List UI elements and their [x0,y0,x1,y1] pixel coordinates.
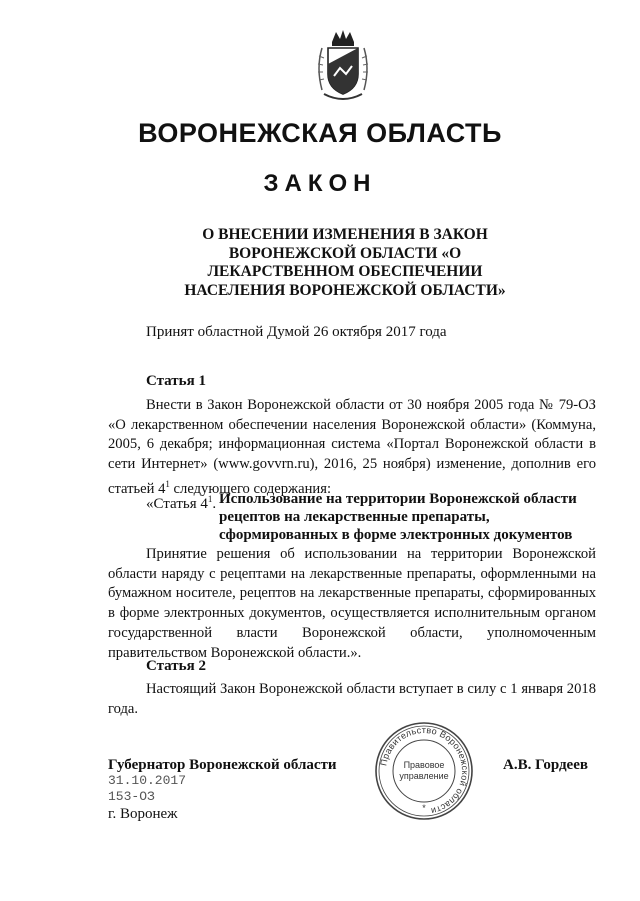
article-1-heading: Статья 1 [146,373,206,389]
law-title-line: ЛЕКАРСТВЕННОМ ОБЕСПЕЧЕНИИ [207,263,483,280]
governor-title: Губернатор Воронежской области [108,757,337,773]
seal-ring-text: Правительство Воронежской области [378,724,471,817]
new-article-dot: . [212,496,217,512]
adoption-date: Принят областной Думой 26 октября 2017 года [146,324,447,340]
seal-center-text-1: Правовое [403,760,445,770]
new-article-label: «Статья 4 [146,496,208,512]
article-1-text-main: Внести в Закон Воронежской области от 30 ноября 2005 года № 79-ОЗ «О лекарственном обеспечении населения Воронежской области» (Коммуна, 2005, 6 декабря; информационная система «Портал Воронежской области в сети Интернет» (www.govvrn.ru), 2016, 25 ноября) изменение, дополнив его статьей 4 [108,397,596,497]
article-2-heading: Статья 2 [146,658,206,674]
document-type: ЗАКОН [263,170,377,197]
signing-city: г. Воронеж [108,806,178,822]
law-title-line: НАСЕЛЕНИЯ ВОРОНЕЖСКОЙ ОБЛАСТИ» [184,281,506,299]
new-article-title: Использование на территории Воронежской области рецептов на лекарственные препараты, сформированных в форме электронных документов [219,491,577,543]
coat-of-arms-icon [310,28,376,106]
signing-info [108,773,186,805]
article-1-text [108,396,596,499]
new-article-body: Принятие решения об использовании на территории Воронежской области наряду с рецептами на лекарственные препараты, оформленными на бумажном носителе, рецептов на лекарственные препараты, сформированных в форме электронных документов, осуществляется исполнительным органом государственной власти Воронежской области, уполномоченным правительством Воронежской области.». [108,546,596,661]
new-article-heading [146,490,596,544]
new-article-number [146,490,219,513]
law-number: 153-ОЗ [108,789,155,804]
seal-star: * [422,803,426,813]
official-seal-icon [373,720,475,822]
new-article-superscript: 1 [207,494,213,504]
law-title [180,226,510,300]
article-1-superscript: 1 [165,478,170,489]
law-title-line: ВОРОНЕЖСКОЙ ОБЛАСТИ «О [228,244,462,262]
article-2-text: Настоящий Закон Воронежской области вступает в силу с 1 января 2018 года. [108,681,596,717]
signer-name: А.В. Гордеев [503,757,588,773]
signing-date: 31.10.2017 [108,773,187,788]
seal-center-text-2: управление [399,771,449,781]
region-name: ВОРОНЕЖСКАЯ ОБЛАСТЬ [138,118,502,148]
law-title-line: О ВНЕСЕНИИ ИЗМЕНЕНИЯ В ЗАКОН [202,226,488,243]
article-1-text-tail: следующего содержания: [169,480,332,497]
